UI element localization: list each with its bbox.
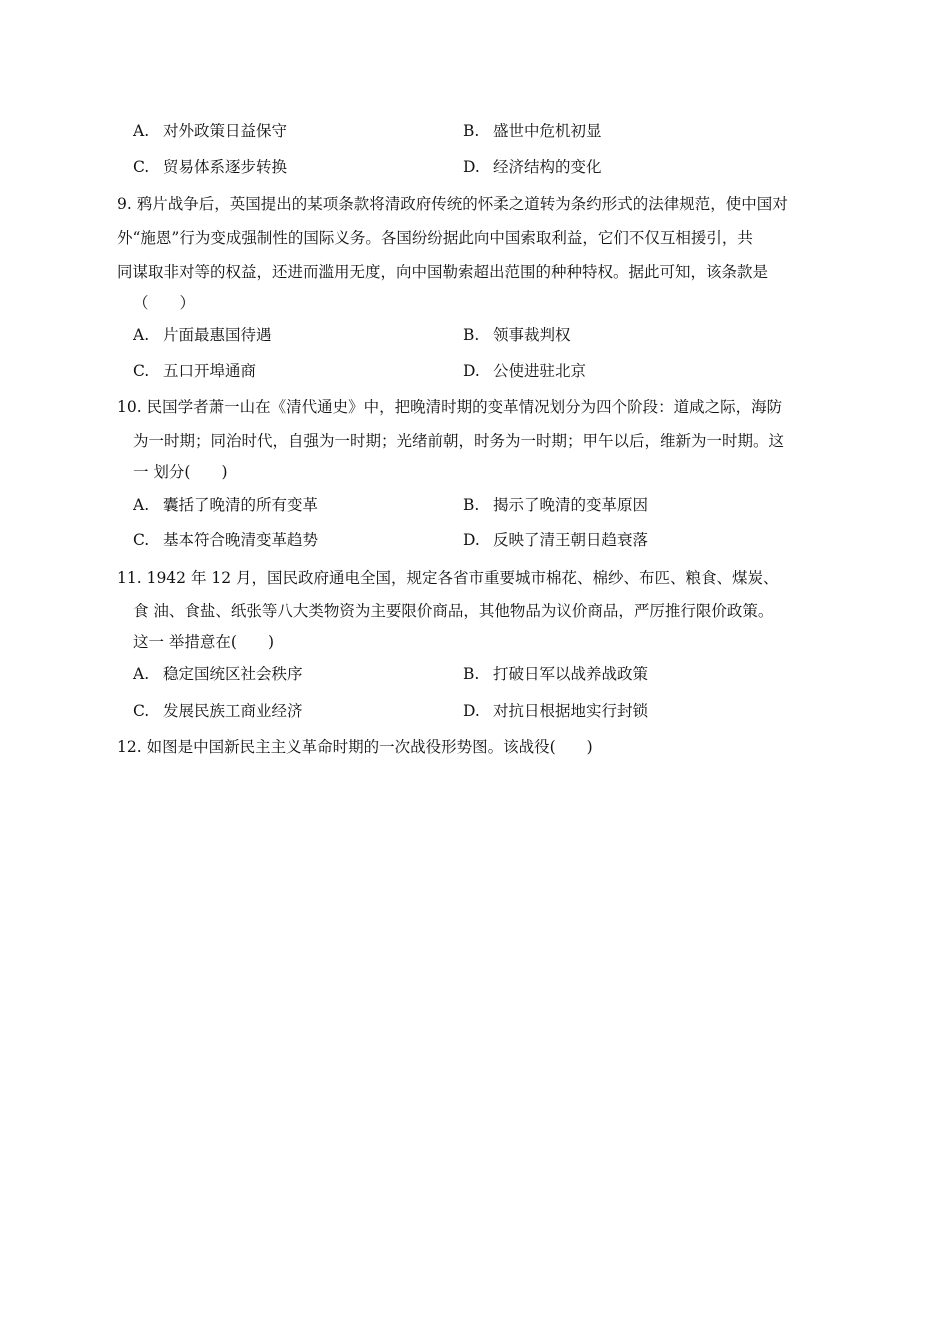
option-text: 发展民族工商业经济 [163,702,303,720]
option-text: 片面最惠国待遇 [163,326,272,344]
q10-option-c[interactable] [133,530,318,550]
q9-option-c[interactable] [133,361,256,381]
option-text: 公使进驻北京 [493,362,587,380]
option-letter: A. [133,496,150,514]
option-letter: B. [463,326,480,344]
q10-stem-line-3: 一 划分( ) [133,463,228,481]
option-letter: C. [133,531,150,549]
option-letter: D. [463,158,480,176]
q12-stem-line-1: 12. 如图是中国新民主主义革命时期的一次战役形势图。该战役( ) [117,738,593,756]
option-letter: D. [463,702,480,720]
q10-option-a[interactable] [133,495,318,515]
option-text: 稳定国统区社会秩序 [163,665,303,683]
q11-stem-line-1: 11. 1942 年 12 月，国民政府通电全国，规定各省市重要城市棉花、棉纱、布匹、粮食、煤炭、 [117,569,779,587]
q10-option-d[interactable] [463,530,648,550]
q9-option-d[interactable] [463,361,586,381]
option-letter: A. [133,122,150,140]
q9-stem-line-3: 同谋取非对等的权益，还进而滥用无度，向中国勒索超出范围的种种特权。据此可知，该条款是 [117,263,769,281]
q9-option-b[interactable] [463,325,571,345]
q9-option-a[interactable] [133,325,272,345]
option-text: 领事裁判权 [493,326,571,344]
option-letter: B. [463,496,480,514]
q8-option-c[interactable] [133,157,287,177]
q11-stem-line-3: 这一 举措意在( ) [133,633,275,651]
option-letter: A. [133,665,150,683]
q8-option-a[interactable] [133,121,287,141]
option-text: 基本符合晚清变革趋势 [163,531,319,549]
option-letter: B. [463,122,480,140]
q11-option-d[interactable] [463,701,648,721]
q10-stem-line-2: 为一时期；同治时代，自强为一时期；光绪前朝，时务为一时期；甲午以后，维新为一时期。这 [133,432,785,450]
q9-stem-line-1: 9. 鸦片战争后，英国提出的某项条款将清政府传统的怀柔之道转为条约形式的法律规范，使中国对 [117,195,788,213]
q10-stem-line-1: 10. 民国学者萧一山在《清代通史》中，把晚清时期的变革情况划分为四个阶段：道咸之际，海防 [117,398,783,416]
q8-option-d[interactable] [463,157,602,177]
option-letter: C. [133,362,150,380]
option-letter: C. [133,702,150,720]
q11-option-a[interactable] [133,664,303,684]
option-text: 贸易体系逐步转换 [163,158,288,176]
q10-option-b[interactable] [463,495,648,515]
q11-option-b[interactable] [463,664,648,684]
option-text: 对抗日根据地实行封锁 [493,702,649,720]
option-letter: A. [133,326,150,344]
option-letter: C. [133,158,150,176]
option-text: 囊括了晚清的所有变革 [163,496,319,514]
option-text: 反映了清王朝日趋衰落 [493,531,649,549]
option-letter: D. [463,531,480,549]
q8-option-b[interactable] [463,121,602,141]
option-text: 盛世中危机初显 [493,122,602,140]
option-text: 五口开埠通商 [163,362,257,380]
option-letter: D. [463,362,480,380]
q11-option-c[interactable] [133,701,303,721]
option-text: 揭示了晚清的变革原因 [493,496,649,514]
option-letter: B. [463,665,480,683]
q11-stem-line-2: 食 油、食盐、纸张等八大类物资为主要限价商品，其他物品为议价商品，严厉推行限价政策。 [133,602,774,620]
option-text: 经济结构的变化 [493,158,602,176]
option-text: 打破日军以战养战政策 [493,665,649,683]
q9-stem-line-2: 外“施恩”行为变成强制性的国际义务。各国纷纷据此向中国索取利益，它们不仅互相援引，共 [117,229,753,247]
q9-answer-blank: （ ） [133,294,196,312]
option-text: 对外政策日益保守 [163,122,288,140]
